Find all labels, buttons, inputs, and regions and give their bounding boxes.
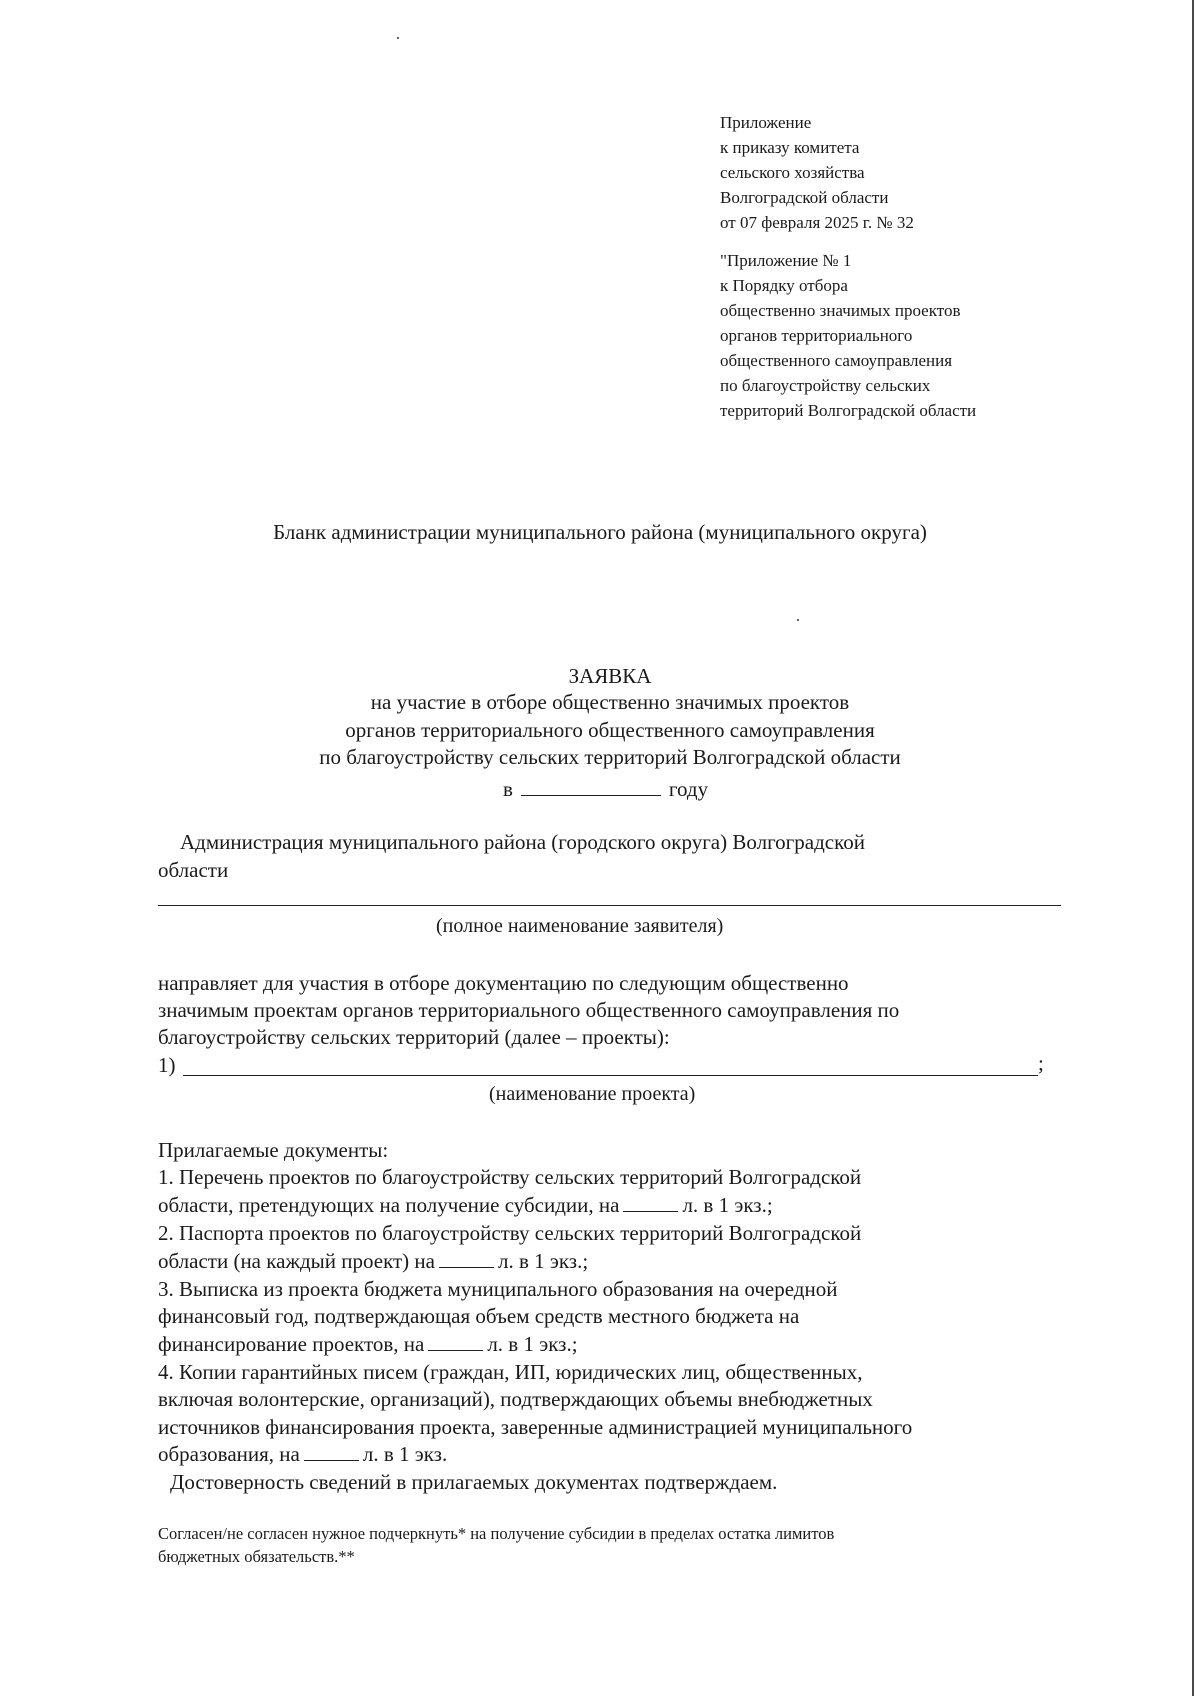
applicant-text: области <box>158 858 229 882</box>
pages-blank-field <box>428 1332 483 1351</box>
document-item: источников финансирования проекта, заверенные администрацией муниципального <box>158 1415 913 1439</box>
appendix-line: Волгоградской области <box>720 188 889 207</box>
document-item: 4. Копии гарантийных писем (граждан, ИП, юридических лиц, общественных, <box>158 1360 863 1384</box>
year-suffix: году <box>668 777 709 801</box>
project-item-end: ; <box>1038 1051 1044 1075</box>
pages-blank-field <box>623 1193 678 1212</box>
documents-heading: Прилагаемые документы: <box>158 1138 389 1162</box>
year-line <box>503 775 708 802</box>
pages-blank-field <box>304 1442 359 1461</box>
applicant-caption: (полное наименование заявителя) <box>436 915 724 937</box>
document-item: 2. Паспорта проектов по благоустройству сельских территорий Волгоградской <box>158 1221 862 1245</box>
appendix-line: сельского хозяйства <box>720 163 865 182</box>
scan-edge <box>1192 0 1194 1696</box>
document-item: включая волонтерские, организаций), подтверждающих объемы внебюджетных <box>158 1387 873 1411</box>
project-name-line <box>183 1075 1038 1076</box>
appendix-1-line: общественного самоуправления <box>720 351 953 370</box>
document-subtitle: по благоустройству сельских территорий Волгоградской области <box>319 745 901 769</box>
applicant-text: Администрация муниципального района (городского округа) Волгоградской <box>180 830 865 854</box>
appendix-header <box>720 110 914 235</box>
direction-text: значимым проектам органов территориального общественного самоуправления по <box>158 998 900 1022</box>
document-subtitle: на участие в отборе общественно значимых проектов <box>370 690 850 714</box>
appendix-line: от 07 февраля 2025 г. № 32 <box>720 213 914 232</box>
document-item: области (на каждый проект) на л. в 1 экз.; <box>158 1249 589 1273</box>
document-title: ЗАЯВКА <box>568 664 652 688</box>
document-item: 1. Перечень проектов по благоустройству сельских территорий Волгоградской <box>158 1165 862 1189</box>
consent-text: Согласен/не согласен нужное подчеркнуть* на получение субсидии в пределах остатка лимитов <box>158 1524 835 1543</box>
appendix-1-line: "Приложение № 1 <box>720 251 852 270</box>
project-item-number: 1) <box>158 1053 176 1077</box>
scan-speck <box>797 619 799 621</box>
appendix-line: к приказу комитета <box>720 138 860 157</box>
direction-text: благоустройству сельских территорий (далее – проекты): <box>158 1025 670 1049</box>
appendix-1-line: территорий Волгоградской области <box>720 401 977 420</box>
document-item: области, претендующих на получение субсидии, на л. в 1 экз.; <box>158 1193 773 1217</box>
direction-text: направляет для участия в отборе документацию по следующим общественно <box>158 971 849 995</box>
consent-text: бюджетных обязательств.** <box>158 1547 355 1566</box>
document-subtitle: органов территориального общественного самоуправления <box>345 718 875 742</box>
appendix-1-header <box>720 248 976 423</box>
appendix-1-line: органов территориального <box>720 326 913 345</box>
appendix-1-line: по благоустройству сельских <box>720 376 931 395</box>
applicant-name-line <box>158 905 1061 906</box>
project-caption: (наименование проекта) <box>489 1083 696 1105</box>
confirmation-text: Достоверность сведений в прилагаемых документах подтверждаем. <box>170 1470 778 1494</box>
document-item: 3. Выписка из проекта бюджета муниципального образования на очередной <box>158 1277 838 1301</box>
letterhead-heading: Бланк администрации муниципального района (муниципального округа) <box>273 520 927 544</box>
document-item: образования, на л. в 1 экз. <box>158 1442 448 1466</box>
year-blank-field <box>521 775 661 796</box>
pages-blank-field <box>439 1249 494 1268</box>
appendix-1-line: к Порядку отбора <box>720 276 848 295</box>
document-item: финансирование проектов, на л. в 1 экз.; <box>158 1332 578 1356</box>
appendix-1-line: общественно значимых проектов <box>720 301 961 320</box>
scan-speck <box>397 37 399 39</box>
year-prefix: в <box>503 777 513 801</box>
appendix-line: Приложение <box>720 113 812 132</box>
document-item: финансовый год, подтверждающая объем средств местного бюджета на <box>158 1304 800 1328</box>
